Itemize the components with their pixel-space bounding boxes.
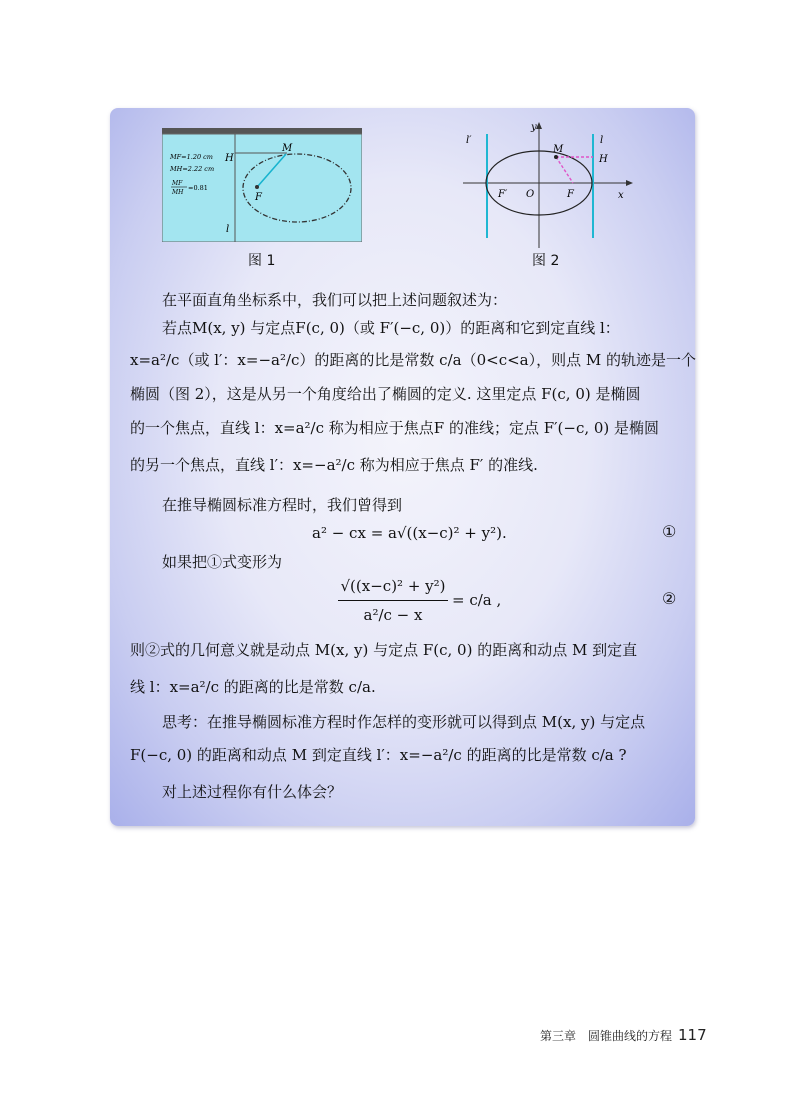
paragraph-line-6: 的另一个焦点，直线 l′：x=−a²/c 称为相应于焦点 F′ 的准线. [130,456,538,474]
figure-1-caption: 图 1 [248,253,276,269]
page-footer [540,1026,707,1044]
fig1-ratio-num: MF [172,180,183,187]
fig2-label-fprime: F′ [498,189,508,200]
paragraph-line-4: 椭圆（图 2），这是从另一个角度给出了椭圆的定义. 这里定点 F(c, 0) 是椭圆 [130,385,641,403]
paragraph-line-3: x=a²/c（或 l′：x=−a²/c）的距离的比是常数 c/a（0<c<a），则点 M 的轨迹是一个 [130,351,697,369]
fig2-label-lprime: l′ [466,135,472,146]
equation-2-rhs: = c/a , [452,591,502,609]
fig2-label-l: l [600,135,604,146]
paragraph-line-2: 若点M(x, y) 与定点F(c, 0)（或 F′(−c, 0)）的距离和它到定直线 l： [162,319,620,337]
equation-2-fraction-bar [338,600,448,601]
fig2-segment-mf [556,157,573,183]
fig1-top-bar [162,128,362,134]
fig2-label-m: M [553,144,564,155]
fig2-label-o: O [526,189,535,200]
equation-1-number: ① [662,522,677,541]
paragraph-line-13: 对上述过程你有什么体会？ [162,783,343,801]
equation-2-numerator: √((x−c)² + y²) [340,577,446,595]
fig1-label-m: M [282,143,293,154]
page-number: 117 [678,1026,707,1044]
fig2-label-y: y [531,122,537,133]
fig2-point-m [554,155,558,159]
fig1-readout-mf: MF=1.20 cm [170,153,213,161]
fig1-label-f: F [255,192,262,203]
fig1-ratio-value: =0.81 [188,184,208,192]
paragraph-line-11: 思考：在推导椭圆标准方程时作怎样的变形就可以得到点 M(x, y) 与定点 [162,713,646,731]
paragraph-line-8: 如果把①式变形为 [162,553,283,571]
chapter-title: 第三章 圆锥曲线的方程 [540,1029,673,1043]
fig2-label-x: x [618,190,624,201]
figure-2-caption: 图 2 [532,253,560,269]
figure-2 [463,120,638,248]
fig1-label-h: H [225,153,234,164]
paragraph-line-5: 的一个焦点，直线 l：x=a²/c 称为相应于焦点F 的准线；定点 F′(−c, 0) 是椭圆 [130,419,660,437]
equation-2-number: ② [662,589,677,608]
paragraph-line-7: 在推导椭圆标准方程时，我们曾得到 [162,496,403,514]
fig2-label-h: H [599,154,608,165]
fig1-readout-mh: MH=2.22 cm [170,165,215,173]
fig1-focus-point [255,185,259,189]
figure-1 [162,128,362,242]
paragraph-line-1: 在平面直角坐标系中，我们可以把上述问题叙述为： [162,291,508,309]
fig1-label-l: l [226,224,230,235]
fig2-y-arrow [536,122,542,129]
paragraph-line-9: 则②式的几何意义就是动点 M(x, y) 与定点 F(c, 0) 的距离和动点 M 到定直 [130,641,638,659]
fig2-x-arrow [626,180,633,186]
equation-2-denominator: a²/c − x [363,606,423,624]
equation-1: a² − cx = a√((x−c)² + y²). [312,524,507,542]
fig1-ratio-den: MH [172,189,184,196]
paragraph-line-12: F(−c, 0) 的距离和动点 M 到定直线 l′：x=−a²/c 的距离的比是常数 c/a ? [130,746,627,764]
fig2-label-f: F [567,189,574,200]
paragraph-line-10: 线 l：x=a²/c 的距离的比是常数 c/a. [130,678,376,696]
